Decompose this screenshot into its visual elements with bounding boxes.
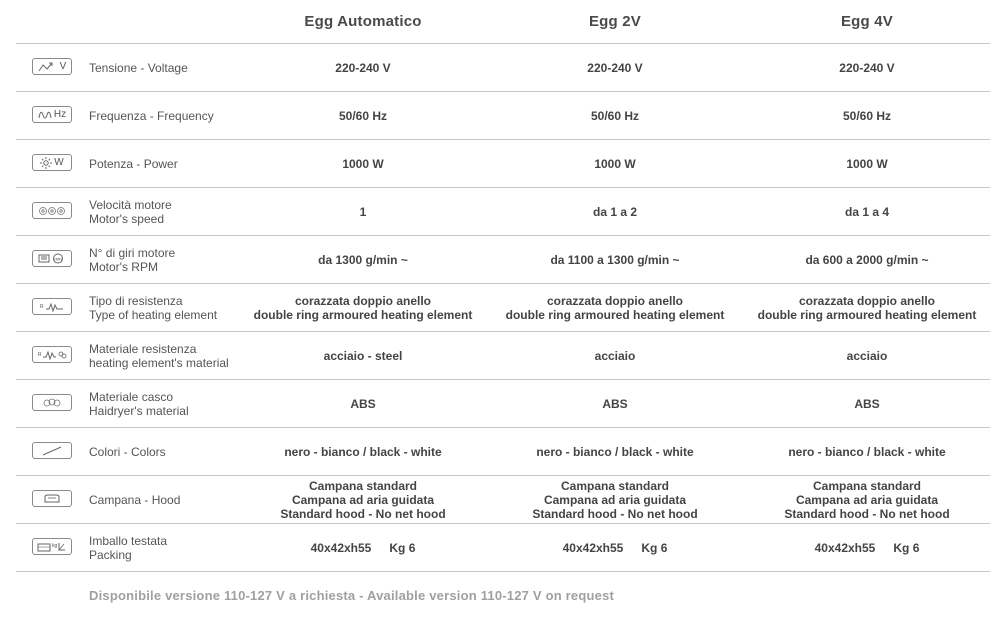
spec-value-cell <box>489 92 741 139</box>
spec-value-cell <box>741 44 993 91</box>
spec-label-line: heating element's material <box>89 355 229 370</box>
spec-value-cell <box>489 284 741 331</box>
spec-value: 1 <box>359 204 367 219</box>
column-header-egg-4v: Egg 4V <box>840 13 894 30</box>
spec-value: acciaio <box>594 348 636 363</box>
spec-value-cell <box>237 188 489 235</box>
spec-value-cell <box>741 380 993 427</box>
spec-value: 40x42xh55 <box>814 540 876 555</box>
spec-value-cell <box>741 476 993 523</box>
spec-label-line: Motor's RPM <box>89 259 158 274</box>
spec-value: ABS <box>350 396 376 411</box>
spec-value: Campana ad aria guidata <box>795 492 939 507</box>
spec-value-cell <box>237 476 489 523</box>
spec-value: 1000 W <box>342 156 384 171</box>
colors-icon <box>32 442 72 459</box>
spec-value-cell <box>741 428 993 475</box>
spec-row <box>16 380 990 428</box>
spec-value: 1000 W <box>846 156 888 171</box>
spec-value: Campana standard <box>560 478 670 493</box>
spec-value-cell <box>489 332 741 379</box>
spec-value: 50/60 Hz <box>842 108 892 123</box>
spec-value-cell <box>489 236 741 283</box>
spec-value: da 1 a 4 <box>844 204 890 219</box>
spec-value: Campana standard <box>308 478 418 493</box>
spec-row <box>16 476 990 524</box>
spec-value-cell <box>741 236 993 283</box>
column-header-egg-2v: Egg 2V <box>588 13 642 30</box>
packing-values <box>815 542 920 554</box>
spec-row <box>16 44 990 92</box>
spec-value-cell <box>741 92 993 139</box>
motor-speed-icon <box>32 202 72 219</box>
spec-label <box>89 476 249 523</box>
spec-label-line: Imballo testata <box>89 533 168 548</box>
packing-values <box>311 542 416 554</box>
spec-value-cell <box>237 380 489 427</box>
voltage-icon <box>32 58 72 75</box>
spec-value: nero - bianco / black - white <box>788 444 946 459</box>
spec-label <box>89 44 249 91</box>
spec-row <box>16 140 990 188</box>
spec-label <box>89 428 249 475</box>
spec-label-line: Colori - Colors <box>89 444 166 459</box>
spec-value: Kg 6 <box>893 540 920 555</box>
heating-material-icon <box>32 346 72 363</box>
spec-value: nero - bianco / black - white <box>284 444 442 459</box>
spec-label <box>89 380 249 427</box>
spec-value-cell <box>237 44 489 91</box>
spec-label <box>89 188 249 235</box>
spec-value: da 1300 g/min ~ <box>318 252 408 267</box>
spec-row <box>16 284 990 332</box>
spec-label-line: Materiale casco <box>89 389 174 404</box>
spec-value-cell <box>489 188 741 235</box>
svg-text:R: R <box>38 351 42 358</box>
spec-value: da 600 a 2000 g/min ~ <box>805 252 929 267</box>
spec-label-line: Velocità motore <box>89 197 172 212</box>
spec-row <box>16 188 990 236</box>
spec-value: 1000 W <box>594 156 636 171</box>
spec-value: double ring armoured heating element <box>757 307 977 322</box>
power-icon <box>32 154 72 171</box>
spec-value: acciaio <box>846 348 888 363</box>
spec-value: 50/60 Hz <box>590 108 640 123</box>
spec-value-cell <box>741 332 993 379</box>
spec-value-cell <box>489 44 741 91</box>
spec-row <box>16 332 990 380</box>
spec-value: nero - bianco / black - white <box>536 444 694 459</box>
spec-label <box>89 140 249 187</box>
spec-value-cell <box>237 236 489 283</box>
spec-label-line: Potenza - Power <box>89 156 178 171</box>
footer-note: Disponibile versione 110-127 V a richiesta - Available version 110-127 V on request <box>89 588 615 603</box>
spec-row <box>16 92 990 140</box>
spec-label-line: N° di giri motore <box>89 245 176 260</box>
svg-text:kg: kg <box>52 543 58 549</box>
spec-value: corazzata doppio anello <box>798 293 936 308</box>
heating-type-icon <box>32 298 72 315</box>
icon-unit-text: Hz <box>53 109 67 120</box>
spec-value-cell <box>237 92 489 139</box>
spec-value-cell <box>741 524 993 571</box>
spec-value-cell <box>489 428 741 475</box>
spec-value: Campana ad aria guidata <box>291 492 435 507</box>
spec-label-line: Haidryer's material <box>89 403 189 418</box>
spec-value: corazzata doppio anello <box>294 293 432 308</box>
spec-value: da 1 a 2 <box>592 204 638 219</box>
icon-unit-text: V <box>59 61 67 72</box>
motor-rpm-icon <box>32 250 72 267</box>
spec-label <box>89 524 249 571</box>
spec-value: Kg 6 <box>389 540 416 555</box>
spec-value: ABS <box>602 396 628 411</box>
spec-label <box>89 236 249 283</box>
spec-value-cell <box>237 428 489 475</box>
spec-label-line: Tipo di resistenza <box>89 293 183 308</box>
spec-value: Standard hood - No net hood <box>280 506 446 521</box>
packing-values <box>563 542 668 554</box>
spec-value-cell <box>741 188 993 235</box>
svg-text:min: min <box>54 256 62 262</box>
spec-value-cell <box>741 284 993 331</box>
spec-row <box>16 236 990 284</box>
spec-value: Campana standard <box>812 478 922 493</box>
helmet-material-icon <box>32 394 72 411</box>
spec-label <box>89 92 249 139</box>
spec-value: 220-240 V <box>335 60 391 75</box>
spec-value: Standard hood - No net hood <box>784 506 950 521</box>
frequency-icon <box>32 106 72 123</box>
spec-label-line: Packing <box>89 547 132 562</box>
spec-label-line: Materiale resistenza <box>89 341 197 356</box>
spec-value: double ring armoured heating element <box>253 307 473 322</box>
spec-value: double ring armoured heating element <box>505 307 725 322</box>
spec-value-cell <box>489 140 741 187</box>
spec-label-line: Motor's speed <box>89 211 164 226</box>
icon-unit-text: W <box>54 157 64 168</box>
spec-value-cell <box>741 140 993 187</box>
spec-value: 40x42xh55 <box>310 540 372 555</box>
spec-label <box>89 284 249 331</box>
spec-value-cell <box>237 332 489 379</box>
spec-label-line: Type of heating element <box>89 307 218 322</box>
spec-value: da 1100 a 1300 g/min ~ <box>550 252 680 267</box>
spec-value: 220-240 V <box>587 60 643 75</box>
spec-table <box>16 43 990 572</box>
spec-value: Standard hood - No net hood <box>532 506 698 521</box>
spec-value: 50/60 Hz <box>338 108 388 123</box>
spec-value: 220-240 V <box>839 60 895 75</box>
hood-icon <box>32 490 72 507</box>
spec-row <box>16 428 990 476</box>
spec-value: acciaio - steel <box>323 348 403 363</box>
spec-value-cell <box>237 284 489 331</box>
spec-row <box>16 524 990 572</box>
spec-label-line: Tensione - Voltage <box>89 60 188 75</box>
packing-icon <box>32 538 72 555</box>
spec-value: ABS <box>854 396 880 411</box>
spec-value-cell <box>489 380 741 427</box>
spec-label <box>89 332 249 379</box>
svg-text:R: R <box>40 303 44 310</box>
table-header <box>0 0 1000 42</box>
spec-value: corazzata doppio anello <box>546 293 684 308</box>
column-header-egg-automatico: Egg Automatico <box>304 13 422 30</box>
spec-value: Campana ad aria guidata <box>543 492 687 507</box>
spec-label-line: Campana - Hood <box>89 492 181 507</box>
spec-label-line: Frequenza - Frequency <box>89 108 214 123</box>
spec-value-cell <box>489 524 741 571</box>
spec-value-cell <box>489 476 741 523</box>
spec-value-cell <box>237 140 489 187</box>
spec-value: Kg 6 <box>641 540 668 555</box>
spec-value: 40x42xh55 <box>562 540 624 555</box>
spec-value-cell <box>237 524 489 571</box>
